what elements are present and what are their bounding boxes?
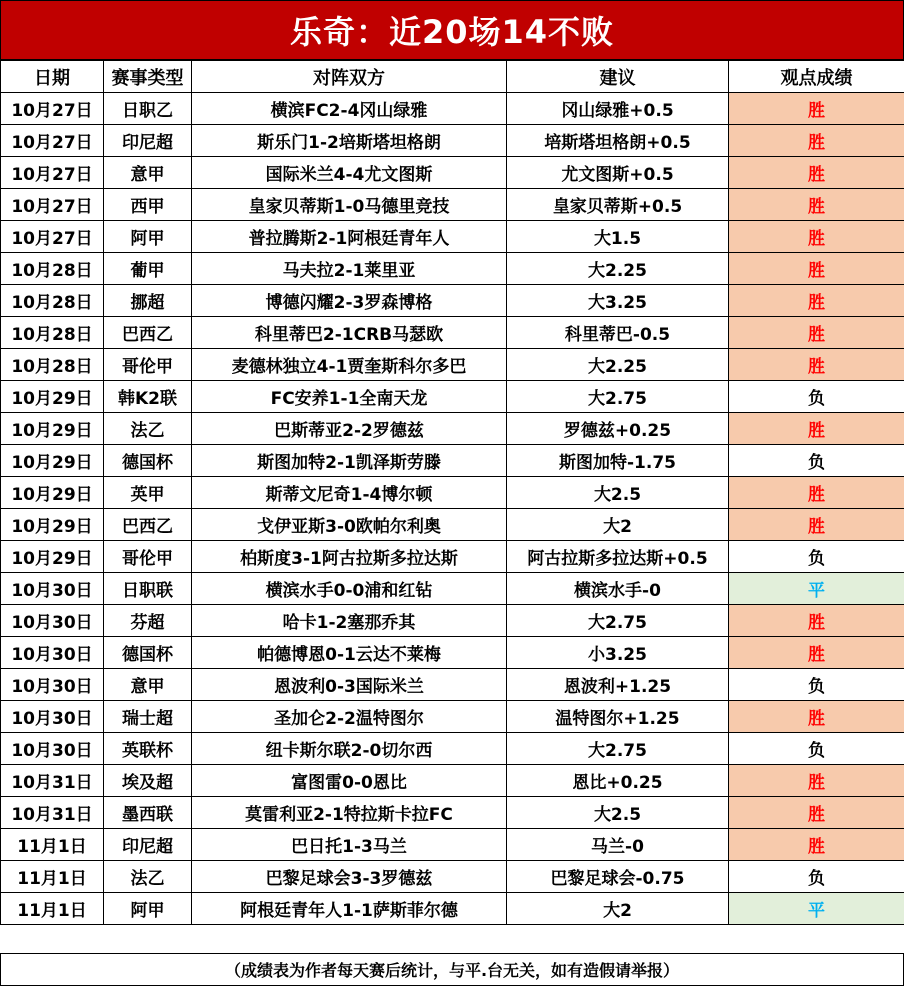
date-cell: 10月29日 [1,413,104,445]
result-cell: 胜 [729,509,904,541]
league-cell: 巴西乙 [104,317,192,349]
date-cell: 10月29日 [1,445,104,477]
tip-cell: 大2.25 [507,349,729,381]
tip-cell: 横滨水手-0 [507,573,729,605]
date-cell: 10月28日 [1,317,104,349]
tip-cell: 皇家贝蒂斯+0.5 [507,189,729,221]
date-cell: 10月28日 [1,285,104,317]
result-cell: 胜 [729,317,904,349]
result-cell: 胜 [729,701,904,733]
match-cell: 戈伊亚斯3-0欧帕尔利奥 [192,509,507,541]
date-cell: 10月27日 [1,221,104,253]
date-cell: 11月1日 [1,861,104,893]
results-table [0,60,904,925]
tip-cell: 培斯塔坦格朗+0.5 [507,125,729,157]
table-row [1,253,904,285]
date-cell: 10月31日 [1,797,104,829]
league-cell: 埃及超 [104,765,192,797]
match-cell: 斯乐门1-2培斯塔坦格朗 [192,125,507,157]
table-row [1,509,904,541]
header-result: 观点成绩 [729,61,904,93]
match-cell: 普拉腾斯2-1阿根廷青年人 [192,221,507,253]
table-row [1,285,904,317]
league-cell: 印尼超 [104,829,192,861]
result-cell: 胜 [729,189,904,221]
tip-cell: 科里蒂巴-0.5 [507,317,729,349]
league-cell: 英联杯 [104,733,192,765]
result-cell: 胜 [729,349,904,381]
result-cell: 平 [729,573,904,605]
date-cell: 10月30日 [1,637,104,669]
result-cell: 胜 [729,765,904,797]
league-cell: 阿甲 [104,893,192,925]
match-cell: 斯图加特2-1凯泽斯劳滕 [192,445,507,477]
table-row [1,541,904,573]
date-cell: 11月1日 [1,829,104,861]
tip-cell: 马兰-0 [507,829,729,861]
league-cell: 法乙 [104,413,192,445]
result-cell: 负 [729,669,904,701]
table-row [1,349,904,381]
date-cell: 10月27日 [1,125,104,157]
result-cell: 平 [729,893,904,925]
date-cell: 10月27日 [1,93,104,125]
league-cell: 哥伦甲 [104,541,192,573]
match-cell: 科里蒂巴2-1CRB马瑟欧 [192,317,507,349]
match-cell: 圣加仑2-2温特图尔 [192,701,507,733]
tip-cell: 冈山绿雅+0.5 [507,93,729,125]
tip-cell: 大2 [507,509,729,541]
match-cell: 纽卡斯尔联2-0切尔西 [192,733,507,765]
table-row [1,189,904,221]
league-cell: 日职乙 [104,93,192,125]
match-cell: 皇家贝蒂斯1-0马德里竞技 [192,189,507,221]
match-cell: 横滨水手0-0浦和红钻 [192,573,507,605]
match-cell: 哈卡1-2塞那乔其 [192,605,507,637]
tip-cell: 尤文图斯+0.5 [507,157,729,189]
date-cell: 10月27日 [1,189,104,221]
league-cell: 挪超 [104,285,192,317]
tip-cell: 大1.5 [507,221,729,253]
result-cell: 胜 [729,221,904,253]
match-cell: 麦德林独立4-1贾奎斯科尔多巴 [192,349,507,381]
match-cell: 国际米兰4-4尤文图斯 [192,157,507,189]
league-cell: 韩K2联 [104,381,192,413]
result-cell: 胜 [729,477,904,509]
table-row [1,701,904,733]
date-cell: 10月29日 [1,477,104,509]
match-cell: 巴日托1-3马兰 [192,829,507,861]
result-cell: 负 [729,541,904,573]
tip-cell: 大2.75 [507,381,729,413]
result-cell: 胜 [729,797,904,829]
result-cell: 胜 [729,253,904,285]
match-cell: 斯蒂文尼奇1-4博尔顿 [192,477,507,509]
date-cell: 10月27日 [1,157,104,189]
tip-cell: 大2.25 [507,253,729,285]
league-cell: 法乙 [104,861,192,893]
result-cell: 负 [729,733,904,765]
tip-cell: 斯图加特-1.75 [507,445,729,477]
table-row [1,797,904,829]
table-row [1,605,904,637]
result-cell: 胜 [729,125,904,157]
tip-cell: 恩比+0.25 [507,765,729,797]
date-cell: 10月30日 [1,701,104,733]
table-row [1,93,904,125]
table-row [1,637,904,669]
table-row [1,125,904,157]
league-cell: 意甲 [104,157,192,189]
tip-cell: 恩波利+1.25 [507,669,729,701]
table-row [1,733,904,765]
tip-cell: 罗德兹+0.25 [507,413,729,445]
result-cell: 负 [729,861,904,893]
table-row [1,669,904,701]
league-cell: 墨西联 [104,797,192,829]
league-cell: 意甲 [104,669,192,701]
table-row [1,765,904,797]
match-cell: 博德闪耀2-3罗森博格 [192,285,507,317]
league-cell: 英甲 [104,477,192,509]
date-cell: 10月30日 [1,605,104,637]
league-cell: 哥伦甲 [104,349,192,381]
date-cell: 10月30日 [1,669,104,701]
header-match: 对阵双方 [192,61,507,93]
date-cell: 10月29日 [1,509,104,541]
league-cell: 印尼超 [104,125,192,157]
table-row [1,829,904,861]
table-row [1,381,904,413]
league-cell: 芬超 [104,605,192,637]
league-cell: 日职联 [104,573,192,605]
page-title: 乐奇：近20场14不败 [0,0,904,60]
table-row [1,317,904,349]
date-cell: 11月1日 [1,893,104,925]
table-header-row [1,61,904,93]
match-cell: 巴黎足球会3-3罗德兹 [192,861,507,893]
table-row [1,573,904,605]
match-cell: 巴斯蒂亚2-2罗德兹 [192,413,507,445]
table-row [1,413,904,445]
header-league: 赛事类型 [104,61,192,93]
date-cell: 10月28日 [1,253,104,285]
footer-note: （成绩表为作者每天赛后统计，与平.台无关，如有造假请举报） [0,953,904,986]
result-cell: 负 [729,381,904,413]
match-cell: 阿根廷青年人1-1萨斯菲尔德 [192,893,507,925]
tip-cell: 小3.25 [507,637,729,669]
tip-cell: 巴黎足球会-0.75 [507,861,729,893]
league-cell: 巴西乙 [104,509,192,541]
tip-cell: 大3.25 [507,285,729,317]
result-cell: 负 [729,445,904,477]
table-row [1,157,904,189]
date-cell: 10月30日 [1,573,104,605]
table-body [1,93,904,925]
result-cell: 胜 [729,829,904,861]
result-cell: 胜 [729,637,904,669]
result-cell: 胜 [729,605,904,637]
tip-cell: 大2 [507,893,729,925]
header-date: 日期 [1,61,104,93]
match-cell: 横滨FC2-4冈山绿雅 [192,93,507,125]
date-cell: 10月30日 [1,733,104,765]
league-cell: 瑞士超 [104,701,192,733]
table-row [1,477,904,509]
date-cell: 10月29日 [1,381,104,413]
match-cell: 柏斯度3-1阿古拉斯多拉达斯 [192,541,507,573]
date-cell: 10月29日 [1,541,104,573]
league-cell: 阿甲 [104,221,192,253]
match-cell: 莫雷利亚2-1特拉斯卡拉FC [192,797,507,829]
result-cell: 胜 [729,157,904,189]
league-cell: 西甲 [104,189,192,221]
table-row [1,221,904,253]
tip-cell: 大2.75 [507,605,729,637]
match-cell: FC安养1-1全南天龙 [192,381,507,413]
tip-cell: 大2.5 [507,477,729,509]
league-cell: 葡甲 [104,253,192,285]
result-cell: 胜 [729,93,904,125]
tip-cell: 大2.75 [507,733,729,765]
match-cell: 恩波利0-3国际米兰 [192,669,507,701]
tip-cell: 温特图尔+1.25 [507,701,729,733]
tip-cell: 阿古拉斯多拉达斯+0.5 [507,541,729,573]
table-row [1,893,904,925]
match-cell: 帕德博恩0-1云达不莱梅 [192,637,507,669]
result-cell: 胜 [729,413,904,445]
match-cell: 富图雷0-0恩比 [192,765,507,797]
table-row [1,861,904,893]
match-cell: 马夫拉2-1莱里亚 [192,253,507,285]
table-row [1,445,904,477]
league-cell: 德国杯 [104,445,192,477]
date-cell: 10月31日 [1,765,104,797]
date-cell: 10月28日 [1,349,104,381]
header-tip: 建议 [507,61,729,93]
result-cell: 胜 [729,285,904,317]
tip-cell: 大2.5 [507,797,729,829]
league-cell: 德国杯 [104,637,192,669]
